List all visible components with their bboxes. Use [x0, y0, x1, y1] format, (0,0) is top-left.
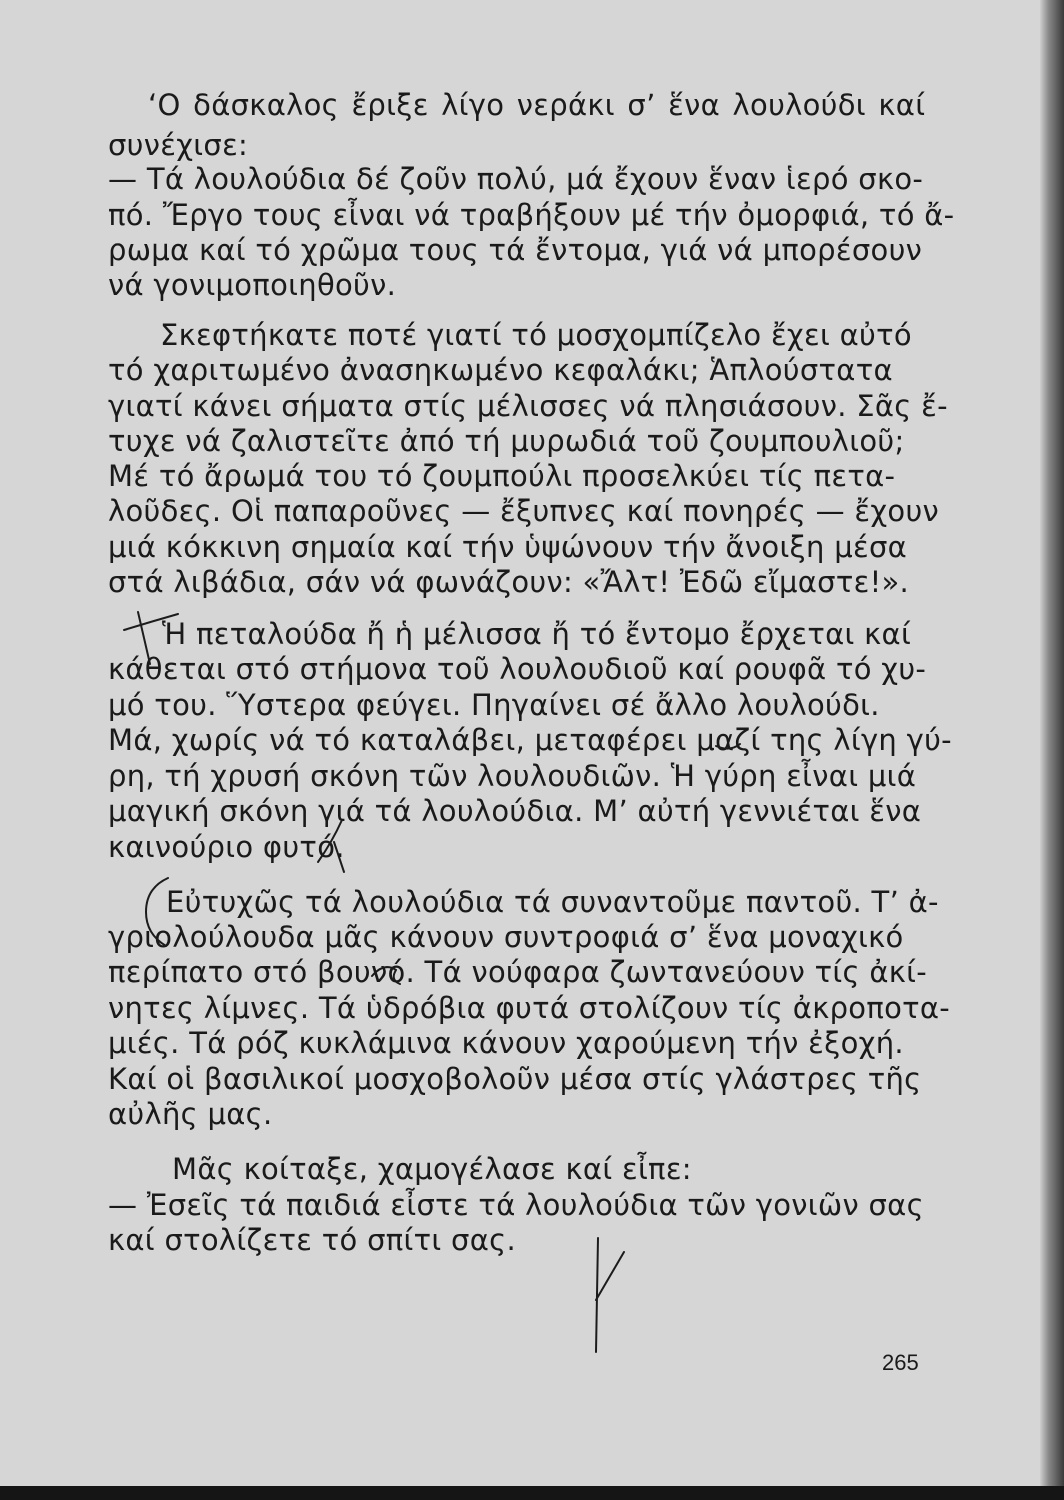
text-line: νά γονιμοποιηθοῦν.	[108, 268, 397, 302]
pen-mark-bracket	[146, 878, 168, 946]
page-right-edge	[1040, 0, 1064, 1500]
text-line: — Ἐσεῖς τά παιδιά εἶστε τά λουλούδια τῶν γονιῶν σας	[108, 1188, 924, 1222]
text-line: νητες λίμνες. Τά ὑδρόβια φυτά στολίζουν τίς ἀκροποτα-	[108, 991, 951, 1025]
scan-bottom-edge	[0, 1486, 1064, 1500]
text-line: στά λιβάδια, σάν νά φωνάζουν: «Ἄλτ! Ἐδῶ εἴμαστε!».	[108, 565, 910, 599]
page-number: 265	[882, 1350, 919, 1375]
text-line: καινούριο φυτό.	[108, 830, 345, 864]
pen-mark-cross-1b	[124, 614, 178, 630]
pen-mark-small-dash	[716, 744, 740, 749]
text-line: — Τά λουλούδια δέ ζοῦν πολύ, μά ἔχουν ἕναν ἱερό σκο-	[108, 162, 924, 196]
text-line: γιατί κάνει σήματα στίς μέλισσες νά πλησιάσουν. Σᾶς ἔ-	[108, 389, 948, 423]
text-line: μιά κόκκινη σημαία καί τήν ὑψώνουν τήν ἄνοιξη μέσα	[108, 530, 908, 564]
text-line: Μέ τό ἄρωμά του τό ζουμπούλι προσελκύει τίς πετα-	[108, 459, 896, 493]
text-line: τυχε νά ζαλιστεῖτε ἀπό τή μυρωδιά τοῦ ζουμπουλιοῦ;	[108, 424, 905, 458]
text-line: κάθεται στό στήμονα τοῦ λουλουδιοῦ καί ρουφᾶ τό χυ-	[108, 652, 927, 686]
text-line: συνέχισε:	[108, 128, 249, 162]
text-line: μιές. Τά ρόζ κυκλάμινα κάνουν χαρούμενη τήν ἐξοχή.	[108, 1026, 904, 1060]
text-line: πό. Ἔργο τους εἶναι νά τραβήξουν μέ τήν ὀμορφιά, τό ἄ-	[108, 198, 955, 232]
text-line: Ἡ πεταλούδα ἤ ἡ μέλισσα ἤ τό ἔντομο ἔρχεται καί	[162, 617, 912, 651]
text-line: γριολούλουδα μᾶς κάνουν συντροφιά σ’ ἕνα μοναχικό	[108, 920, 904, 954]
text-line: αὐλῆς μας.	[108, 1097, 273, 1131]
text-line: λοῦδες. Οἱ παπαροῦνες — ἔξυπνες καί πονηρές — ἔχουν	[108, 494, 940, 528]
text-line: Σκεφτήκατε ποτέ γιατί τό μοσχομπίζελο ἔχει αὐτό	[160, 318, 912, 352]
pen-mark-cross-2b	[334, 842, 344, 872]
text-line: μαγική σκόνη γιά τά λουλούδια. Μ’ αὐτή γεννιέται ἕνα	[108, 794, 922, 828]
pen-mark-cross-1	[138, 612, 150, 664]
text-line: καί στολίζετε τό σπίτι σας.	[108, 1223, 516, 1257]
pen-mark-squiggle	[372, 967, 400, 984]
text-line: Εὐτυχῶς τά λουλούδια τά συναντοῦμε παντοῦ. Τ’ ἀ-	[166, 885, 939, 919]
text-line: Μᾶς κοίταξε, χαμογέλασε καί εἶπε:	[172, 1152, 692, 1186]
pen-mark-large-stroke-b	[596, 1252, 624, 1300]
text-line: ‘Ο δάσκαλος ἔριξε λίγο νεράκι σ’ ἕνα λουλούδι καί	[148, 88, 926, 122]
text-line: περίπατο στό βουνό. Τά νούφαρα ζωντανεύουν τίς ἀκί-	[108, 955, 928, 989]
text-line: Καί οἱ βασιλικοί μοσχοβολοῦν μέσα στίς γλάστρες τῆς	[108, 1062, 922, 1096]
text-line: τό χαριτωμένο ἀνασηκωμένο κεφαλάκι; Ἁπλούστατα	[108, 353, 893, 387]
pen-mark-large-stroke	[596, 1238, 598, 1352]
text-line: Μά, χωρίς νά τό καταλάβει, μεταφέρει μαζί της λίγη γύ-	[108, 723, 952, 757]
text-line: ρη, τή χρυσή σκόνη τῶν λουλουδιῶν. Ἡ γύρη εἶναι μιά	[108, 759, 917, 793]
text-line: ρωμα καί τό χρῶμα τους τά ἔντομα, γιά νά μπορέσουν	[108, 233, 923, 267]
text-line: μό του. Ὕστερα φεύγει. Πηγαίνει σέ ἄλλο λουλούδι.	[108, 688, 880, 722]
